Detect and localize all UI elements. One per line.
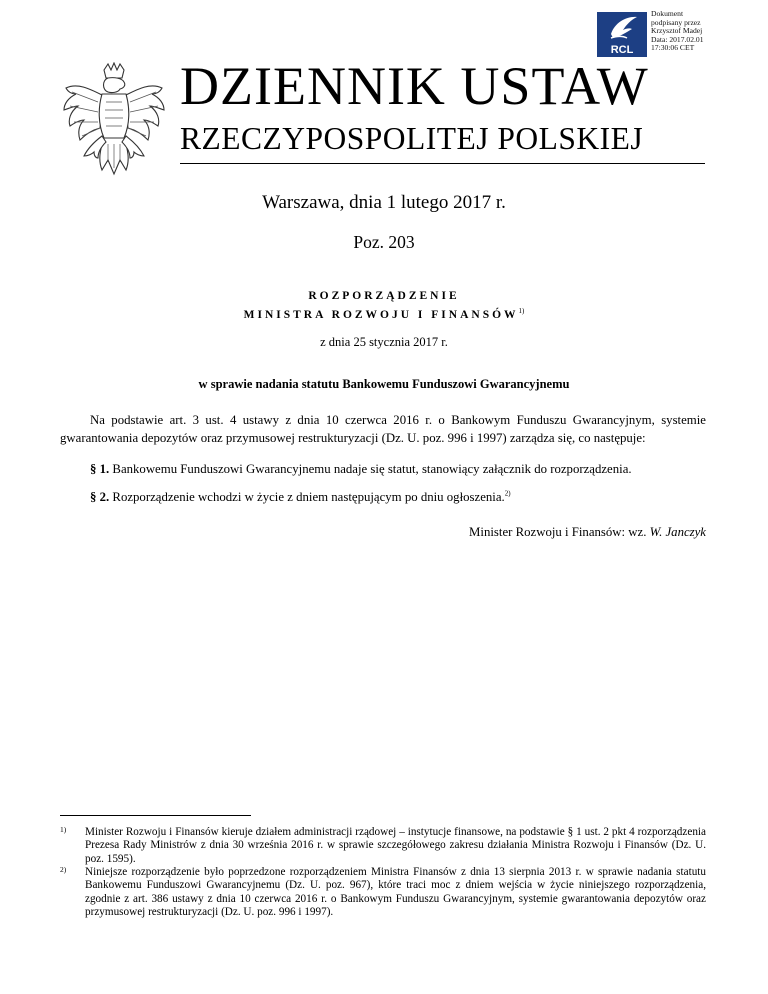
act-date: z dnia 25 stycznia 2017 r. bbox=[320, 335, 448, 349]
signature-line: Krzysztof Madej bbox=[651, 26, 703, 36]
footnote-ref[interactable]: 2) bbox=[504, 489, 511, 498]
footnote-number: 2) bbox=[60, 865, 67, 874]
signature-name: W. Janczyk bbox=[649, 525, 706, 539]
footnote-ref[interactable]: 1) bbox=[518, 307, 525, 316]
paragraph-1 bbox=[90, 461, 706, 479]
header-divider bbox=[180, 163, 705, 164]
position-number: Poz. 203 bbox=[353, 232, 415, 252]
issuing-authority bbox=[0, 309, 768, 321]
paragraph-text: Rozporządzenie wchodzi w życie z dniem następującym po dniu ogłoszenia. bbox=[112, 490, 505, 504]
footnote-number: 1) bbox=[60, 825, 67, 834]
paragraph-number: § 2. bbox=[90, 490, 110, 504]
footnote-divider bbox=[60, 815, 251, 816]
journal-title: DZIENNIK USTAW bbox=[180, 56, 649, 116]
signature-line: Data: 2017.02.01 bbox=[651, 34, 704, 44]
signature-line: 17:30:06 CET bbox=[651, 43, 695, 53]
paragraph-number: § 1. bbox=[90, 462, 110, 476]
signature-line: Dokument bbox=[651, 9, 684, 18]
rcl-logo bbox=[597, 12, 647, 57]
act-subject: w sprawie nadania statutu Bankowemu Funduszowi Gwarancyjnemu bbox=[198, 377, 570, 391]
footnote-1 bbox=[60, 826, 706, 866]
signature-prefix: Minister Rozwoju i Finansów: wz. bbox=[469, 525, 647, 539]
authority-name: MINISTRA ROZWOJU I FINANSÓW bbox=[243, 309, 519, 321]
polish-eagle-emblem bbox=[58, 62, 170, 186]
act-type: ROZPORZĄDZENIE bbox=[308, 290, 460, 302]
quill-icon bbox=[597, 12, 647, 57]
signature-line: podpisany przez bbox=[651, 17, 701, 27]
digital-signature-info bbox=[651, 10, 761, 53]
paragraph-text: Bankowemu Funduszowi Gwarancyjnemu nadaje się statut, stanowiący załącznik do rozporządzenia. bbox=[112, 462, 632, 476]
paragraph-2 bbox=[90, 489, 706, 507]
footnote-2 bbox=[60, 866, 706, 920]
preamble: Na podstawie art. 3 ust. 4 ustawy z dnia 10 czerwca 2016 r. o Bankowym Funduszu Gwarancyjnym, systemie gwarantowania depozytów oraz przymusowej restrukturyzacji (Dz. U. poz. 996 i 1997) zarządza się, co następuje: bbox=[60, 413, 706, 445]
footnote-text: Niniejsze rozporządzenie było poprzedzone rozporządzeniem Ministra Finansów z dnia 13 sierpnia 2013 r. w sprawie nadania statutu Bankowemu Funduszowi Gwarancyjnemu (Dz. U. poz. 967), które traci moc z dniem wejścia w życie niniejszego rozporządzenia, zgodnie z art. 386 ustawy z dnia 10 czerwca 2016 r. o Bankowym Funduszu Gwarancyjnym, systemie gwarantowania depozytów oraz przymusowej restrukturyzacji (Dz. U. poz. 996 i 1997). bbox=[85, 866, 706, 919]
minister-signature bbox=[360, 525, 706, 540]
svg-text:RCL: RCL bbox=[610, 44, 634, 56]
publication-dateline: Warszawa, dnia 1 lutego 2017 r. bbox=[262, 192, 506, 213]
journal-subtitle: RZECZYPOSPOLITEJ POLSKIEJ bbox=[180, 121, 644, 156]
footnote-text: Minister Rozwoju i Finansów kieruje działem administracji rządowej – instytucje finansowe, na podstawie § 1 ust. 2 pkt 4 rozporządzenia Prezesa Rady Ministrów z dnia 30 września 2016 r. w sprawie szczegółowego zakresu działania Ministra Rozwoju i Finansów (Dz. U. poz. 1595). bbox=[85, 826, 706, 865]
